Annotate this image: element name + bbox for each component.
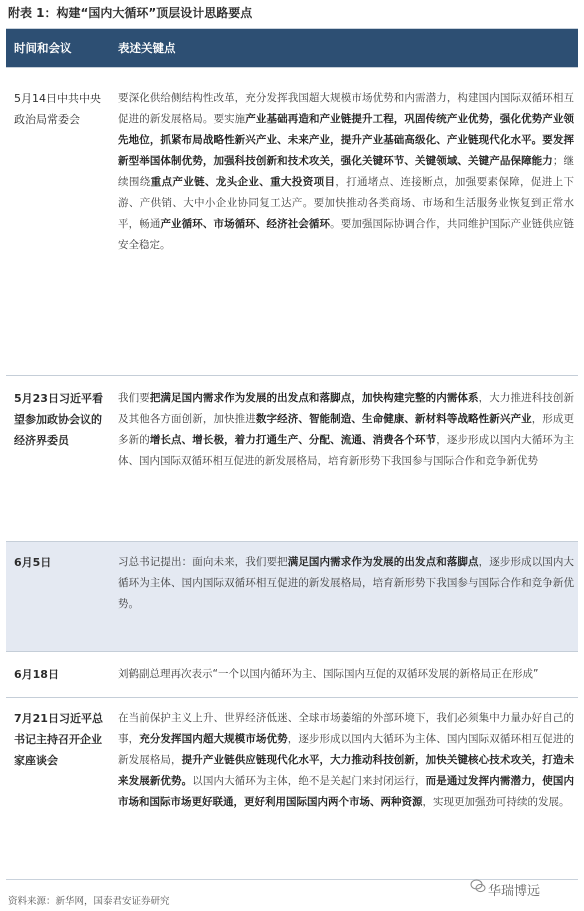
- row-meeting: 7月21日习近平总书记主持召开企业家座谈会: [14, 712, 103, 767]
- body-text: ，大力推进科技创新及其他各方面创新，加快推进: [118, 392, 575, 425]
- row-meeting: 5月23日习近平看望参加政协会议的经济界委员: [14, 392, 103, 447]
- body-text: ；继续围绕: [118, 155, 574, 188]
- table-row: [6, 651, 578, 698]
- emphasis-text: 充分发挥国内超大规模市场优势: [139, 733, 288, 745]
- body-text: ，形成更多新的: [118, 413, 575, 446]
- body-text: 刘鹤副总理再次表示“一个以国内循环为主、国际国内互促的双循环发展的新格局正在形成”: [118, 668, 539, 680]
- source-note: 资料来源：新华网，国泰君安证券研究: [8, 896, 170, 907]
- row-meeting: 6月5日: [14, 556, 52, 569]
- table-row: [6, 375, 578, 542]
- row-keypoints: [118, 552, 574, 615]
- body-text: 在当前保护主义上升、世界经济低迷、全球市场萎缩的外部环境下，我们必须集中力量办好自己的事，: [118, 712, 574, 745]
- row-meeting: 6月18日: [14, 668, 59, 681]
- wechat-icon: [470, 878, 486, 894]
- row-keypoints: [118, 88, 574, 256]
- table-row: [6, 697, 578, 880]
- body-text: 以国内大循环为主体，绝不是关起门来封闭运行，: [192, 775, 426, 787]
- body-text: 。要加强国际协调合作，共同维护国际产业链供应链安全稳定。: [118, 218, 575, 251]
- body-text: 习总书记提出：面向未来，我们要把: [118, 556, 288, 568]
- emphasis-text: 重点产业链、龙头企业、重大投资项目: [150, 176, 336, 188]
- row-meeting: 5月14日中共中央政治局常委会: [14, 92, 101, 126]
- data-table: [6, 28, 578, 880]
- body-text: 要深化供给侧结构性改革，充分发挥我国超大规模市场优势和内需潜力，构建国内国际双循环相互促进的新发展格局。要实施: [118, 92, 574, 125]
- body-text: 我们要: [118, 392, 150, 404]
- table-caption: 附表 1：构建“国内大循环”顶层设计思路要点: [8, 6, 253, 20]
- row-keypoints: [118, 708, 574, 813]
- watermark: 华瑞博远: [488, 884, 541, 899]
- emphasis-text: 把满足国内需求作为发展的出发点和落脚点，加快构建完整的内需体系: [149, 392, 479, 404]
- table-row: [6, 67, 578, 376]
- body-text: ，逐步形成以国内大循环为主体、国内国际双循环相互促进的新发展格局，培育新形势下我国参与国际合作和竞争新优势: [118, 434, 575, 467]
- emphasis-text: 提升产业链供应链现代化水平，大力推动科技创新，加快关键核心技术攻关，打造未来发展新优势。: [118, 754, 575, 787]
- table-row: [6, 541, 578, 652]
- body-text: ，逐步形成以国内大循环为主体、国内国际双循环相互促进的新发展格局，培育新形势下我国参与国际合作和竞争新优势。: [118, 556, 575, 610]
- row-keypoints: [118, 388, 574, 472]
- row-keypoints: [118, 664, 574, 685]
- table-header: [6, 29, 578, 67]
- header-key-points: 表述关键点: [118, 41, 176, 55]
- emphasis-text: 产业基础再造和产业链提升工程，巩固传统产业优势，强化优势产业领先地位，抓紧布局战略性新兴产业、未来产业，提升产业基础高级化、产业链现代化水平。要发挥新型举国体制优势，加强科技创新和技术攻关，强化关键环节、关键领域、关键产品保障能力: [118, 113, 575, 167]
- body-text: ，打通堵点、连接断点，加强要素保障，促进上下游、产供销、大中小企业协同复工达产。要加快推动各类商场、市场和生活服务业恢复到正常水平，畅通: [118, 176, 575, 230]
- body-text: ，逐步形成以国内大循环为主体、国内国际双循环相互促进的新发展格局，: [118, 733, 575, 766]
- emphasis-text: 增长点、增长极，着力打通生产、分配、流通、消费各个环节: [149, 434, 437, 446]
- header-time-meeting: 时间和会议: [14, 41, 72, 55]
- emphasis-text: 而是通过发挥内需潜力，使国内市场和国际市场更好联通，更好利用国际国内两个市场、两种资源: [118, 775, 575, 808]
- emphasis-text: 产业循环、市场循环、经济社会循环: [160, 218, 331, 230]
- emphasis-text: 满足国内需求作为发展的出发点和落脚点: [287, 556, 479, 568]
- emphasis-text: 数字经济、智能制造、生命健康、新材料等战略性新兴产业: [255, 413, 532, 425]
- body-text: ，实现更加强劲可持续的发展。: [422, 796, 570, 808]
